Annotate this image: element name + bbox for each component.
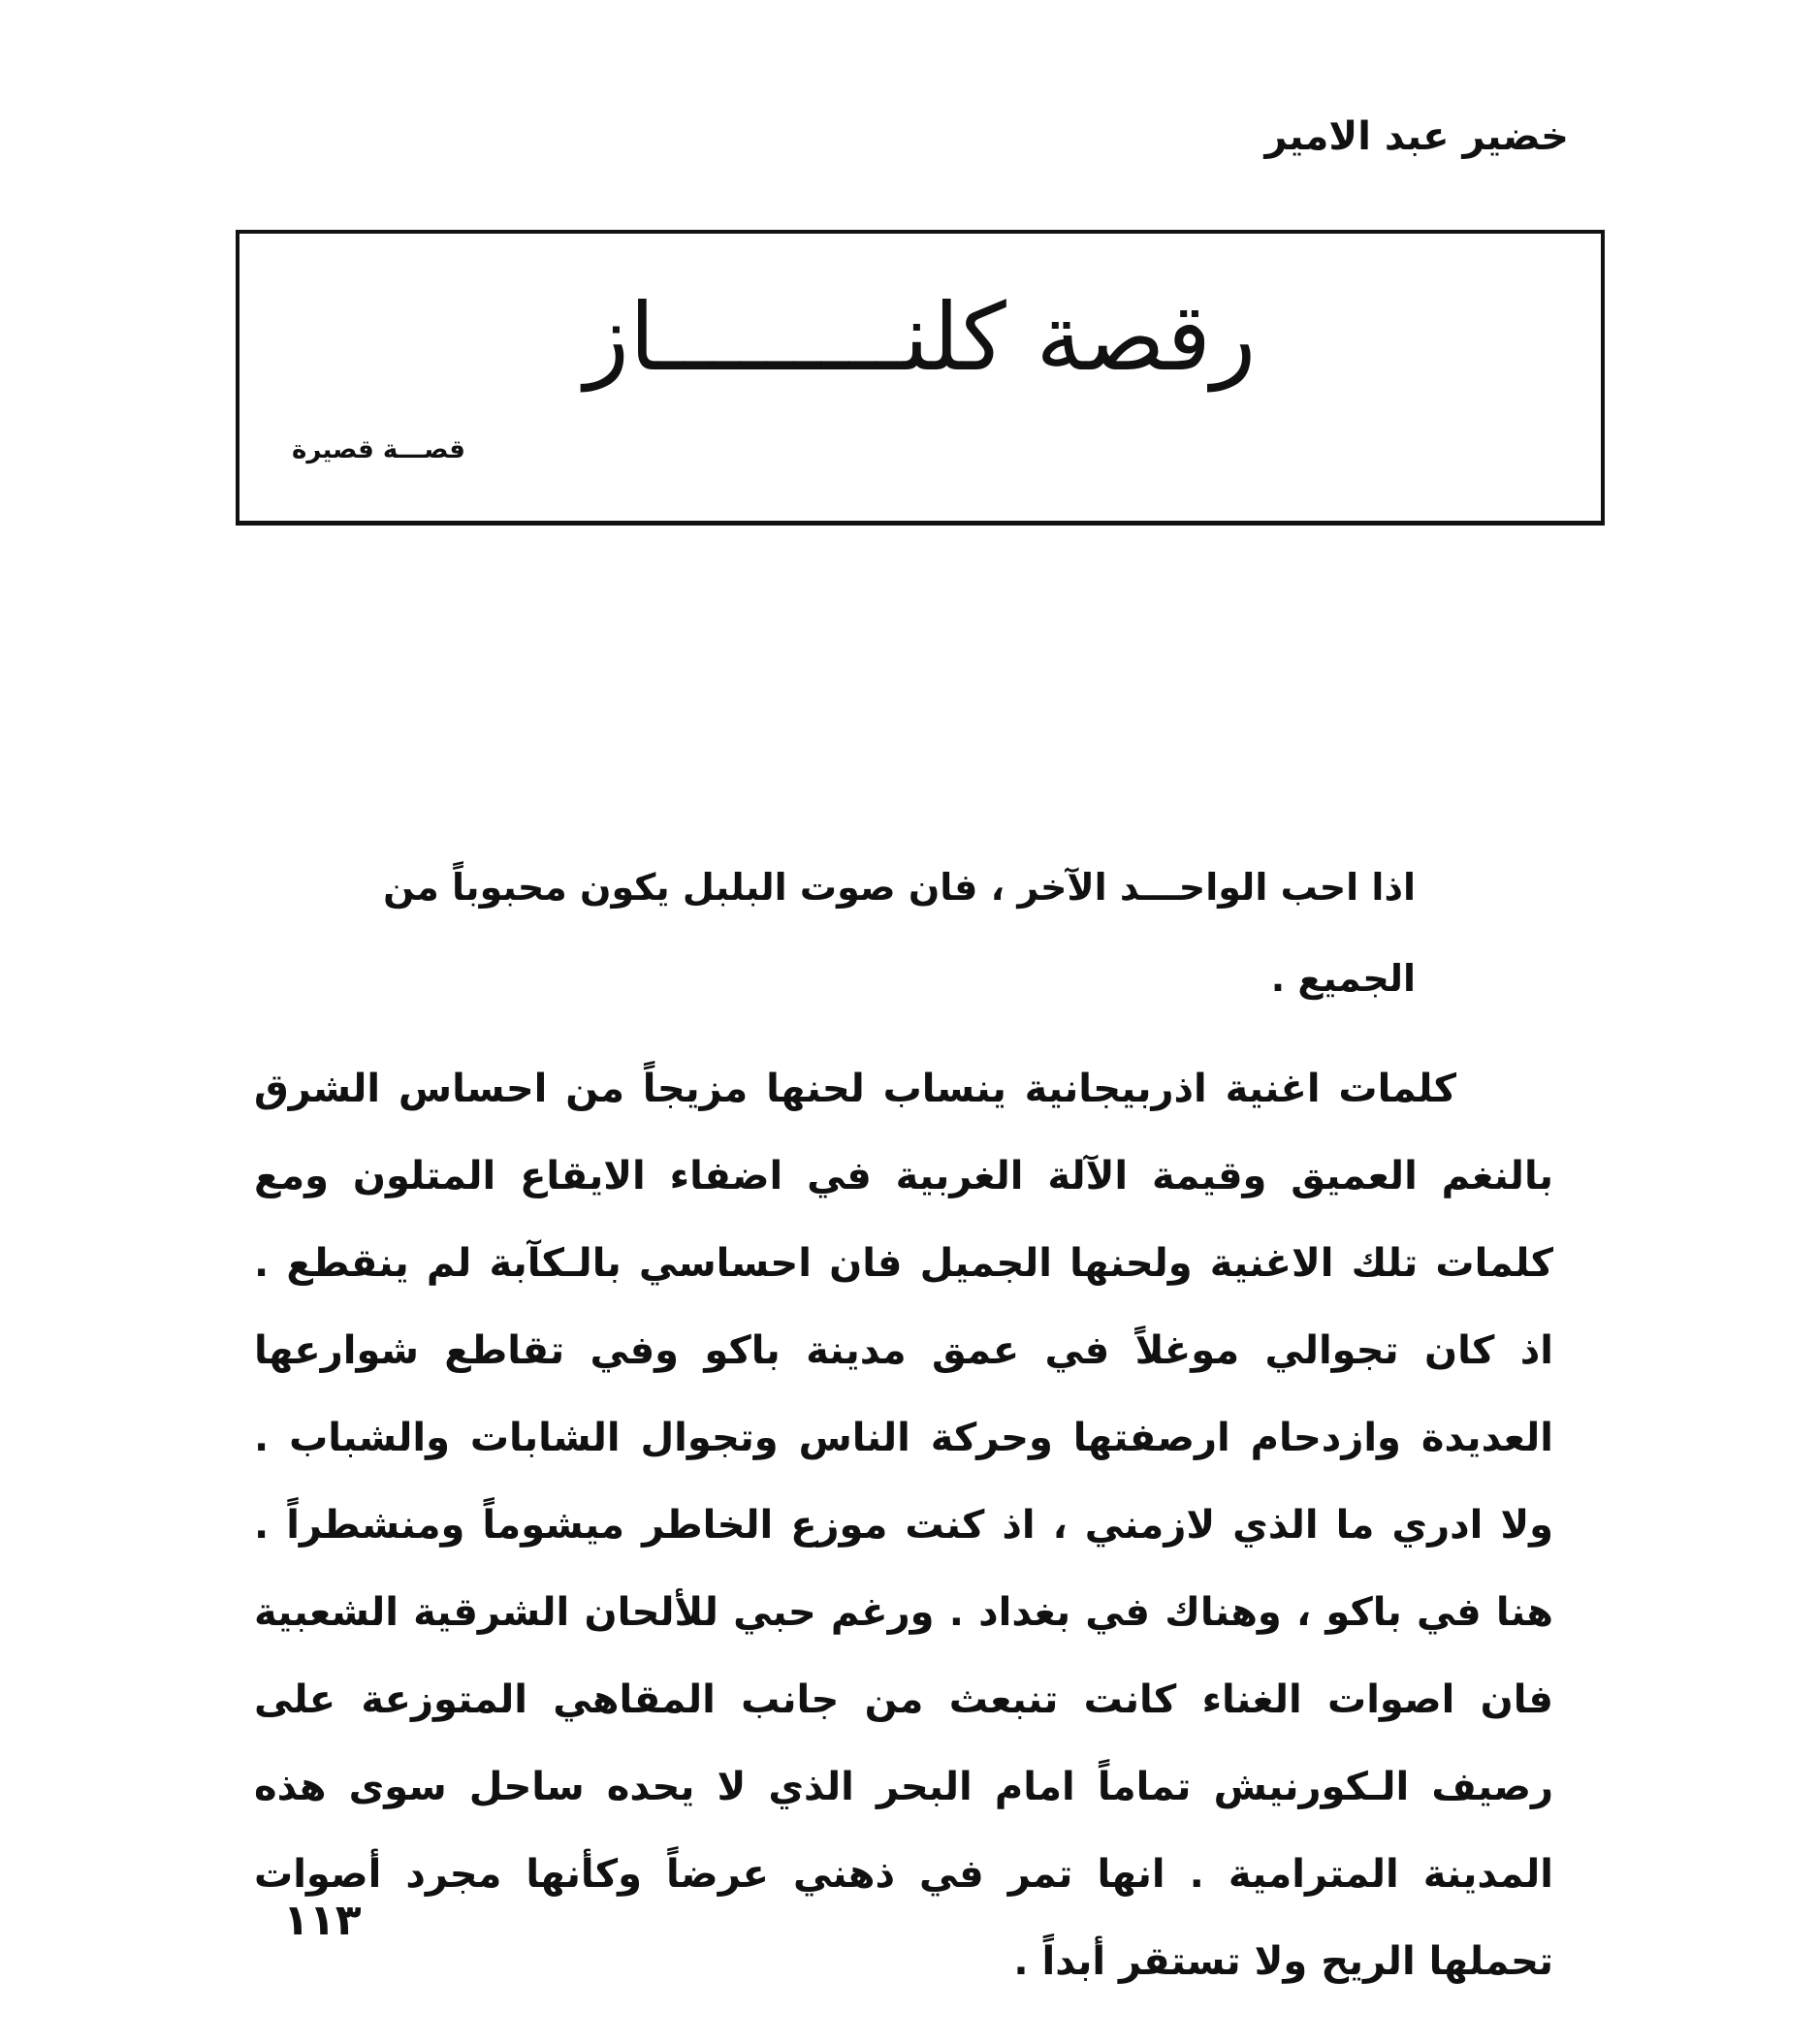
epigraph-text: اذا احب الواحـــد الآخر ، فان صوت البلبل يكون محبوباً من الجميع . — [383, 866, 1416, 1000]
epigraph — [291, 842, 1416, 1024]
body-text — [254, 1045, 1553, 2005]
page-number: ١١٣ — [283, 1896, 362, 1945]
story-title: رقصة كلنـــــــــاز — [584, 283, 1257, 392]
title-box — [236, 230, 1605, 526]
body-paragraph: كلمات اغنية اذربيجانية ينساب لحنها مزيجاً من احساس الشرق بالنغم العميق وقيمة الآلة الغربية في اضفاء الايقاع المتلون ومع كلمات تلك الاغنية ولحنها الجميل فان احساسي بالـكآبة لم ينقطع . اذ كان تجوالي موغلاً في عمق مدينة باكو وفي تقاطع شوارعها العديدة وازدحام ارصفتها وحركة الناس وتجوال الشابات والشباب . ولا ادري ما الذي لازمني ، اذ كنت موزع الخاطر ميشوماً ومنشطراً . هنا في باكو ، وهناك في بغداد . ورغم حبي للألحان الشرقية الشعبية فان اصوات الغناء كانت تنبعث من جانب المقاهي المتوزعة على رصيف الـكورنيش تماماً امام البحر الذي لا يحده ساحل سوى هذه المدينة المترامية . انها تمر في ذهني عرضاً وكأنها مجرد أصوات تحملها الريح ولا تستقر أبداً . — [254, 1067, 1553, 1984]
author-name: خضير عبد الامير — [1264, 114, 1569, 159]
story-subtitle: قصـــة قصيرة — [292, 435, 465, 464]
